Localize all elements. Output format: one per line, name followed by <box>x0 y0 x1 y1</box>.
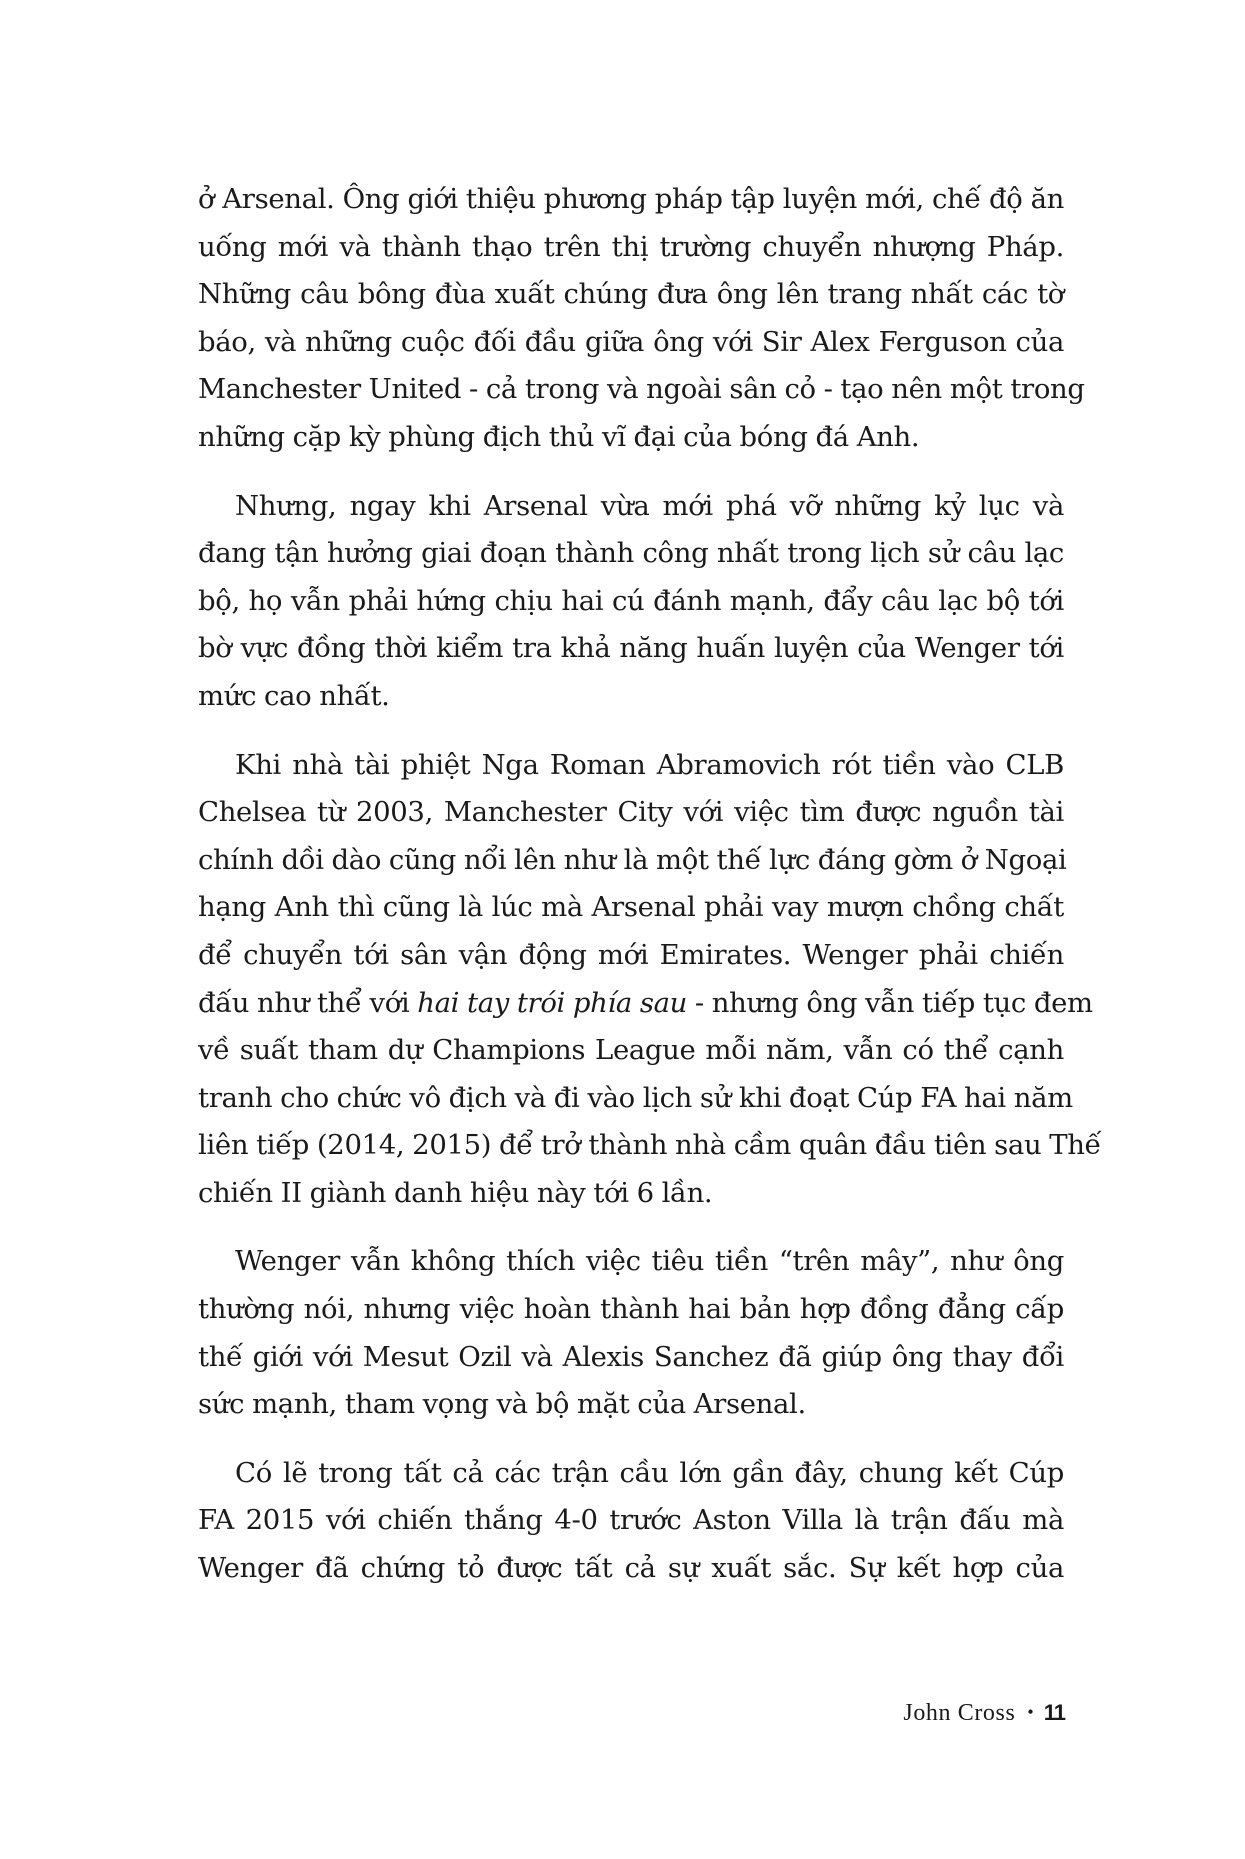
text-segment: thế giới với Mesut Ozil và Alexis Sanchez đã giúp ông thay đổi <box>198 1340 1064 1373</box>
text-line <box>198 1170 1064 1218</box>
text-line <box>198 578 1064 626</box>
text-line <box>198 530 1064 578</box>
text-line <box>198 673 1064 721</box>
text-segment: thường nói, nhưng việc hoàn thành hai bản hợp đồng đẳng cấp <box>198 1293 1064 1326</box>
text-segment: FA 2015 với chiến thắng 4-0 trước Aston Villa là trận đấu mà <box>198 1504 1064 1537</box>
text-segment: tranh cho chức vô địch và đi vào lịch sử khi đoạt Cúp FA hai năm <box>198 1081 1073 1114</box>
text-line <box>198 1381 1064 1429</box>
text-line <box>198 483 1064 531</box>
text-line <box>198 1334 1064 1382</box>
text-line <box>198 1075 1073 1123</box>
text-line <box>198 1286 1064 1334</box>
paragraph <box>198 176 1085 462</box>
text-line <box>198 625 1064 673</box>
text-segment: Manchester United - cả trong và ngoài sân cỏ - tạo nên một trong <box>198 373 1085 406</box>
text-segment: đấu như thể với <box>198 986 418 1019</box>
text-line <box>198 414 1064 462</box>
text-line <box>198 271 1064 319</box>
body-text <box>198 176 1102 1614</box>
text-segment: Nhưng, ngay khi Arsenal vừa mới phá vỡ những kỷ lục và <box>235 489 1064 522</box>
text-segment: bộ, họ vẫn phải hứng chịu hai cú đánh mạnh, đẩy câu lạc bộ tới <box>198 584 1064 617</box>
paragraph <box>198 483 1064 721</box>
paragraph <box>198 1238 1064 1428</box>
text-line <box>198 837 1067 885</box>
text-segment: liên tiếp (2014, 2015) để trở thành nhà cầm quân đầu tiên sau Thế <box>198 1129 1102 1162</box>
text-segment: đang tận hưởng giai đoạn thành công nhất trong lịch sử câu lạc <box>198 537 1064 570</box>
running-footer-author: John Cross <box>903 1700 1016 1726</box>
text-segment: - nhưng ông vẫn tiếp tục đem <box>687 986 1093 1019</box>
text-line <box>198 1450 1064 1498</box>
text-line <box>198 366 1085 414</box>
text-line <box>198 176 1064 224</box>
text-segment: Khi nhà tài phiệt Nga Roman Abramovich rót tiền vào CLB <box>235 748 1064 781</box>
text-segment: Những câu bông đùa xuất chúng đưa ông lên trang nhất các tờ <box>198 278 1064 311</box>
text-line <box>198 789 1064 837</box>
text-line <box>198 932 1064 980</box>
text-segment: về suất tham dự Champions League mỗi năm, vẫn có thể cạnh <box>198 1034 1064 1067</box>
text-segment: chiến II giành danh hiệu này tới 6 lần. <box>198 1176 713 1209</box>
text-segment: Chelsea từ 2003, Manchester City với việc tìm được nguồn tài <box>198 796 1064 829</box>
text-line <box>198 1122 1102 1170</box>
text-line <box>198 980 1093 1028</box>
text-segment: Wenger đã chứng tỏ được tất cả sự xuất sắc. Sự kết hợp của <box>198 1552 1064 1585</box>
text-line <box>198 742 1064 790</box>
text-line <box>198 1545 1064 1593</box>
text-segment: mức cao nhất. <box>198 679 390 712</box>
text-line <box>198 884 1064 932</box>
text-segment: ở Arsenal. Ông giới thiệu phương pháp tập luyện mới, chế độ ăn <box>198 183 1064 215</box>
text-segment: uống mới và thành thạo trên thị trường chuyển nhượng Pháp. <box>198 230 1064 263</box>
page-number: 11 <box>1043 1700 1065 1725</box>
page-footer <box>880 1700 1065 1730</box>
text-line <box>198 1497 1064 1545</box>
text-segment: chính dồi dào cũng nổi lên như là một thế lực đáng gờm ở Ngoại <box>198 843 1067 876</box>
text-segment: Wenger vẫn không thích việc tiêu tiền “trên mây”, như ông <box>235 1245 1064 1278</box>
bullet-separator-icon: • <box>1027 1702 1034 1722</box>
text-segment: để chuyển tới sân vận động mới Emirates. Wenger phải chiến <box>198 938 1064 971</box>
text-line <box>198 319 1064 367</box>
text-segment: báo, và những cuộc đối đầu giữa ông với Sir Alex Ferguson của <box>198 325 1064 358</box>
text-line <box>198 1027 1064 1075</box>
text-segment: hạng Anh thì cũng là lúc mà Arsenal phải vay mượn chồng chất <box>198 891 1064 924</box>
text-segment: sức mạnh, tham vọng và bộ mặt của Arsenal. <box>198 1388 806 1421</box>
paragraph <box>198 1450 1064 1593</box>
text-segment: những cặp kỳ phùng địch thủ vĩ đại của bóng đá Anh. <box>198 420 920 453</box>
italic-phrase: hai tay trói phía sau <box>417 986 688 1019</box>
text-line <box>198 224 1064 272</box>
text-line <box>198 1238 1064 1286</box>
paragraph <box>198 742 1102 1218</box>
text-segment: bờ vực đồng thời kiểm tra khả năng huấn luyện của Wenger tới <box>198 632 1064 665</box>
text-segment: Có lẽ trong tất cả các trận cầu lớn gần đây, chung kết Cúp <box>235 1456 1064 1489</box>
